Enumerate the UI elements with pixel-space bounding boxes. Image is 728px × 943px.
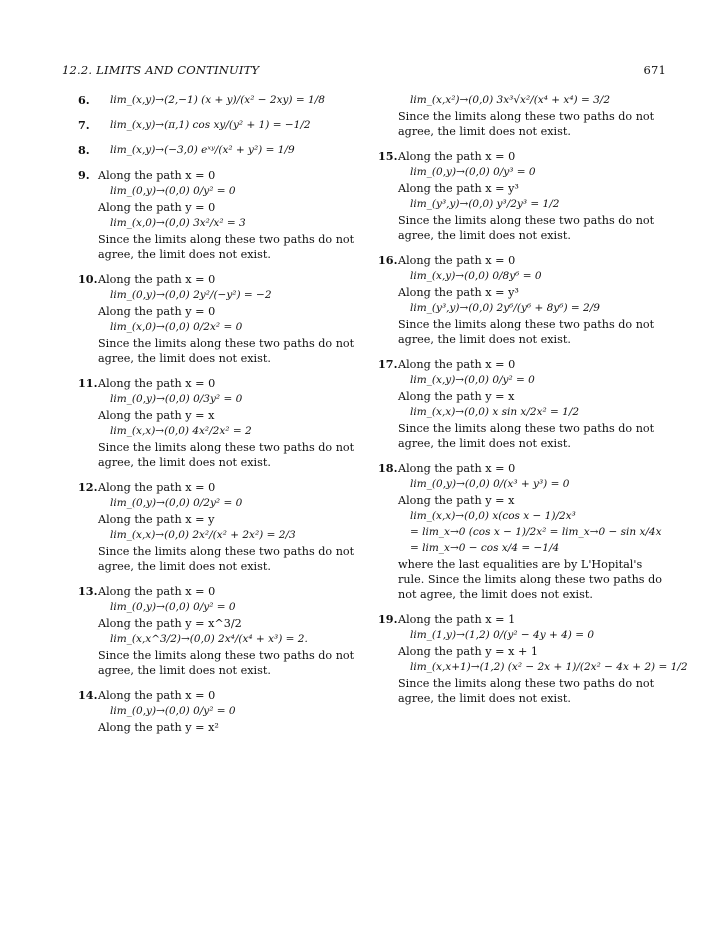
math-expression: lim_(0,y)→(0,0) 0/y³ = 0 [410,166,536,178]
problem-number: 14. [78,688,98,702]
solution-text: Since the limits along these two paths do not agree, the limit does not exist. [98,441,355,469]
left-column [78,92,363,745]
solution-text: Along the path x = y [98,513,215,526]
problem-number: 11. [78,376,98,390]
problem [78,688,363,735]
problem-number: 10. [78,272,98,286]
problem [78,93,363,108]
math-expression: lim_(x,y)→(π,1) cos xy/(y² + 1) = −1/2 [110,119,311,131]
math-expression: lim_(x,x)→(0,0) 2x²/(x² + 2x²) = 2/3 [110,529,296,541]
problem [378,612,688,706]
math-expression: lim_(x,y)→(−3,0) eˣʸ/(x² + y²) = 1/9 [110,144,295,156]
solution-text: Along the path x = 0 [98,169,216,182]
solution-text: Along the path x = 0 [98,377,216,390]
solution-text: Since the limits along these two paths do not agree, the limit does not exist. [398,110,655,138]
math-expression: lim_(0,y)→(0,0) 0/y² = 0 [110,185,236,197]
solution-text: Along the path x = y³ [398,286,519,299]
math-expression: lim_(x,x)→(0,0) x(cos x − 1)/2x³ [410,510,576,522]
problem [378,253,668,347]
problem [78,272,363,366]
solution-text: Along the path x = 0 [98,481,216,494]
problem [78,143,363,158]
math-expression: lim_(x,x+1)→(1,2) (x² − 2x + 1)/(2x² − 4x + 2) = 1/2 [410,661,688,673]
math-expression: lim_(x,x²)→(0,0) 3x³√x²/(x⁴ + x⁴) = 3/2 [410,94,611,106]
solution-text: Since the limits along these two paths do not agree, the limit does not exist. [98,337,355,365]
problem [78,168,363,262]
solution-text: Along the path x = 0 [98,585,216,598]
problem-number: 18. [378,461,398,475]
math-expression: lim_(x,y)→(2,−1) (x + y)/(x² − 2xy) = 1/8 [110,94,325,106]
problem [378,357,668,451]
problem [78,118,363,133]
problem-number: 8. [78,143,90,157]
math-expression: lim_(x,0)→(0,0) 0/2x² = 0 [110,321,243,333]
math-expression: lim_(x,x)→(0,0) x sin x/2x² = 1/2 [410,406,580,418]
solution-text: Since the limits along these two paths do not agree, the limit does not exist. [98,545,355,573]
solution-text: Since the limits along these two paths do not agree, the limit does not exist. [398,422,655,450]
math-expression: lim_(y³,y)→(0,0) 2y⁶/(y⁶ + 8y⁶) = 2/9 [410,302,600,314]
problem-number: 17. [378,357,398,371]
solution-text: Along the path x = 0 [398,462,516,475]
solution-text: Since the limits along these two paths do not agree, the limit does not exist. [98,649,355,677]
solution-text: Along the path x = 0 [98,273,216,286]
math-expression: lim_(0,y)→(0,0) 0/(x³ + y³) = 0 [410,478,570,490]
problem-number: 19. [378,612,398,626]
solution-text: Since the limits along these two paths do not agree, the limit does not exist. [398,214,655,242]
solution-text: Along the path x = 1 [398,613,516,626]
right-column [378,92,688,716]
problem [78,480,363,574]
problem-number: 9. [78,168,90,182]
math-expression: lim_(x,x)→(0,0) 4x²/2x² = 2 [110,425,252,437]
solution-text: where the last equalities are by L'Hopital's rule. Since the limits along these two paths do not agree, the limit does not exist. [398,558,663,601]
solution-text: Along the path y = x^3/2 [98,617,242,630]
problem [378,149,668,243]
problem-number: 12. [78,480,98,494]
problem-number: 15. [378,149,398,163]
problem [378,461,668,602]
math-expression: lim_(x,y)→(0,0) 0/y² = 0 [410,374,535,386]
solution-text: Since the limits along these two paths do not agree, the limit does not exist. [98,233,355,261]
solution-text: Along the path y = x [398,390,515,403]
math-expression: lim_(0,y)→(0,0) 0/y² = 0 [110,601,236,613]
solution-text: Since the limits along these two paths do not agree, the limit does not exist. [398,318,655,346]
solution-text: Along the path x = 0 [398,150,516,163]
math-expression: lim_(1,y)→(1,2) 0/(y² − 4y + 4) = 0 [410,629,595,641]
solution-text: Along the path x = 0 [398,358,516,371]
solution-text: Along the path y = x [98,409,215,422]
solution-text: Along the path y = 0 [98,201,216,214]
solution-text: Along the path x = 0 [98,689,216,702]
problem-number: 7. [78,118,90,132]
solution-text: Along the path y = x + 1 [398,645,539,658]
problem-number: 13. [78,584,98,598]
running-header [62,63,666,77]
problem [378,93,668,139]
solution-text: Since the limits along these two paths do not agree, the limit does not exist. [398,677,655,705]
solution-text: Along the path y = 0 [98,305,216,318]
problem-number: 16. [378,253,398,267]
solution-text: Along the path x = y³ [398,182,519,195]
math-expression: lim_(0,y)→(0,0) 0/3y² = 0 [110,393,243,405]
math-expression: lim_(x,0)→(0,0) 3x²/x² = 3 [110,217,246,229]
page-number: 671 [643,63,666,77]
solution-text: Along the path y = x [398,494,515,507]
problem-number: 6. [78,93,90,107]
math-expression: = lim_x→0 − cos x/4 = −1/4 [410,542,560,554]
math-expression: lim_(0,y)→(0,0) 2y²/(−y²) = −2 [110,289,272,301]
solution-text: Along the path y = x² [98,721,219,734]
solution-text: Along the path x = 0 [398,254,516,267]
math-expression: lim_(x,x^3/2)→(0,0) 2x⁴/(x⁴ + x³) = 2. [110,633,308,645]
problem [78,584,363,678]
math-expression: = lim_x→0 (cos x − 1)/2x² = lim_x→0 − sin x/4x [410,526,662,538]
math-expression: lim_(y³,y)→(0,0) y³/2y³ = 1/2 [410,198,560,210]
math-expression: lim_(0,y)→(0,0) 0/y² = 0 [110,705,236,717]
math-expression: lim_(x,y)→(0,0) 0/8y⁶ = 0 [410,270,542,282]
math-expression: lim_(0,y)→(0,0) 0/2y² = 0 [110,497,243,509]
problem [78,376,363,470]
section-title: 12.2. LIMITS AND CONTINUITY [62,63,260,77]
